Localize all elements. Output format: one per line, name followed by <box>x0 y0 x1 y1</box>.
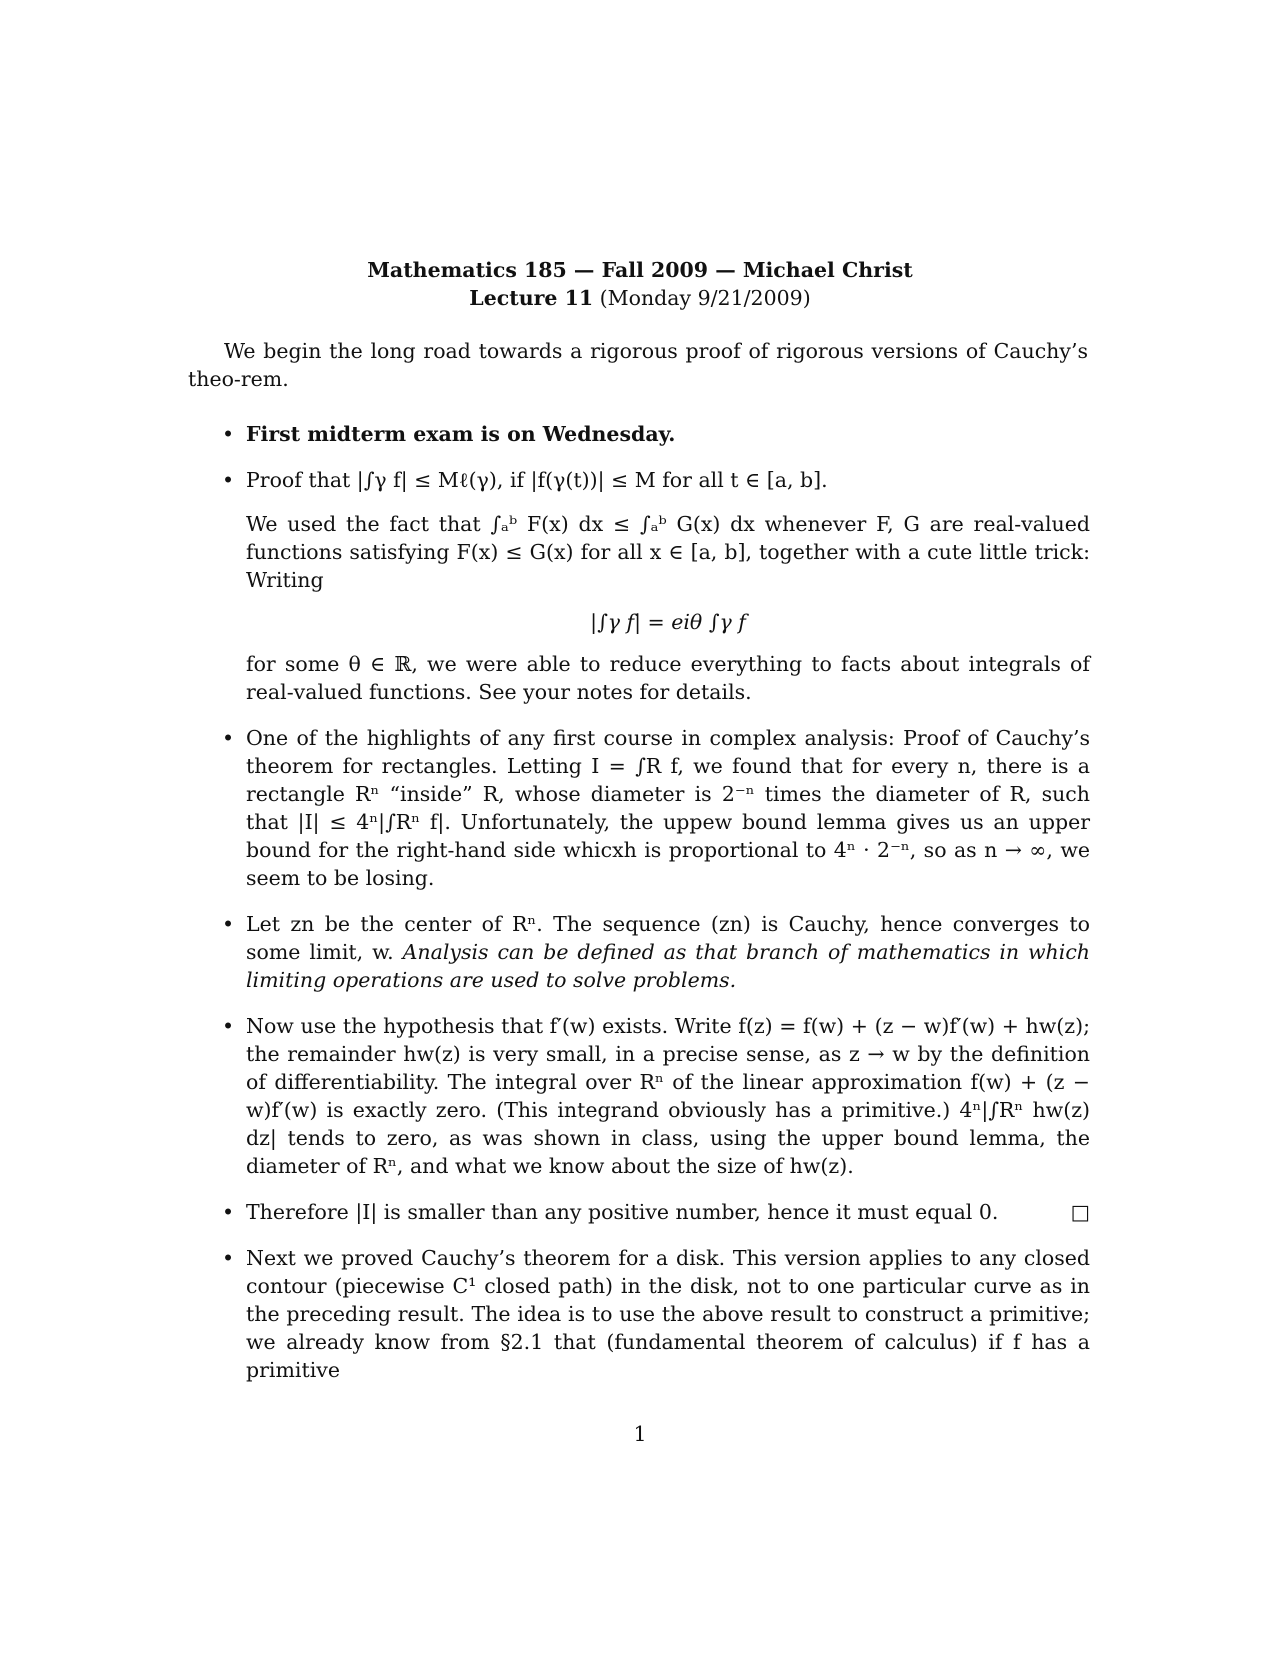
lecture-date: (Monday 9/21/2009) <box>593 286 811 310</box>
disk-paragraph: • Next we proved Cauchy’s theorem for a disk. This version applies to any closed contour (piecewise C¹ closed path) in the disk, not to one particular curve as in the preceding result. The idea is to use the above result to construct a primitive; we already know from §2.1 that (fundamental theorem of calculus) if f has a primitive <box>246 1246 1090 1382</box>
qed-symbol: □ <box>1070 1200 1090 1224</box>
list-item-integral-bound <box>246 466 1090 706</box>
list-item-disk <box>246 1244 1090 1384</box>
midterm-notice: First midterm exam is on Wednesday. <box>246 422 676 446</box>
list-item-midterm <box>246 420 1090 448</box>
center-sequence-text: Let zn be the center of Rⁿ. The sequence (zn) is Cauchy, hence converges to some limit, w. <box>246 912 1090 964</box>
display-equation: |∫γ f| = eiθ ∫γ f <box>590 610 746 634</box>
lecture-header <box>0 256 1280 312</box>
course-title: Mathematics 185 — Fall 2009 — Michael Christ <box>367 258 913 282</box>
list-item-rectangles <box>246 724 1090 892</box>
list-item-conclusion <box>246 1198 1090 1226</box>
integral-bound-explanation: We used the fact that ∫ₐᵇ F(x) dx ≤ ∫ₐᵇ G(x) dx whenever F, G are real-valued functions satisfying F(x) ≤ G(x) for all x ∈ [a, b], together with a cute little trick: Writing <box>246 512 1090 592</box>
analysis-definition: Analysis can be defined as that branch of mathematics in which limiting operations are used to solve problems. <box>246 940 1091 992</box>
conclusion-text: Therefore |I| is smaller than any positive number, hence it must equal 0. <box>246 1200 999 1224</box>
integral-bound-conclusion: for some θ ∈ ℝ, we were able to reduce everything to facts about integrals of real-valued functions. See your notes for details. <box>246 652 1090 704</box>
lecture-line <box>0 284 1280 312</box>
page-number: 1 <box>633 1422 647 1446</box>
hypothesis-paragraph: • Now use the hypothesis that f′(w) exists. Write f(z) = f(w) + (z − w)f′(w) + hw(z); the remainder hw(z) is very small, in a precise sense, as z → w by the definition of differentiability. The integral over Rⁿ of the linear approximation f(w) + (z − w)f′(w) is exactly zero. (This integrand obviously has a primitive.) 4ⁿ|∫Rⁿ hw(z) dz| tends to zero, as was shown in class, using the upper bound lemma, the diameter of Rⁿ, and what we know about the size of hw(z). <box>246 1014 1090 1178</box>
center-sequence-paragraph <box>246 910 1090 994</box>
integral-bound-statement: • Proof that |∫γ f| ≤ Mℓ(γ), if |f(γ(t))| ≤ M for all t ∈ [a, b]. <box>246 468 828 492</box>
conclusion-paragraph <box>246 1198 1090 1226</box>
lecture-notes-list <box>246 420 1090 1402</box>
lecture-number: Lecture 11 <box>469 286 594 310</box>
intro-paragraph: We begin the long road towards a rigorous proof of rigorous versions of Cauchy’s theo-rem. <box>188 339 1088 391</box>
list-item-center-sequence <box>246 910 1090 994</box>
rectangles-paragraph: • One of the highlights of any first course in complex analysis: Proof of Cauchy’s theorem for rectangles. Letting I = ∫R f, we found that for every n, there is a rectangle Rⁿ “inside” R, whose diameter is 2⁻ⁿ times the diameter of R, such that |I| ≤ 4ⁿ|∫Rⁿ f|. Unfortunately, the uppew bound lemma gives us an upper bound for the right-hand side whicxh is proportional to 4ⁿ · 2⁻ⁿ, so as n → ∞, we seem to be losing. <box>246 726 1090 890</box>
list-item-hypothesis <box>246 1012 1090 1180</box>
